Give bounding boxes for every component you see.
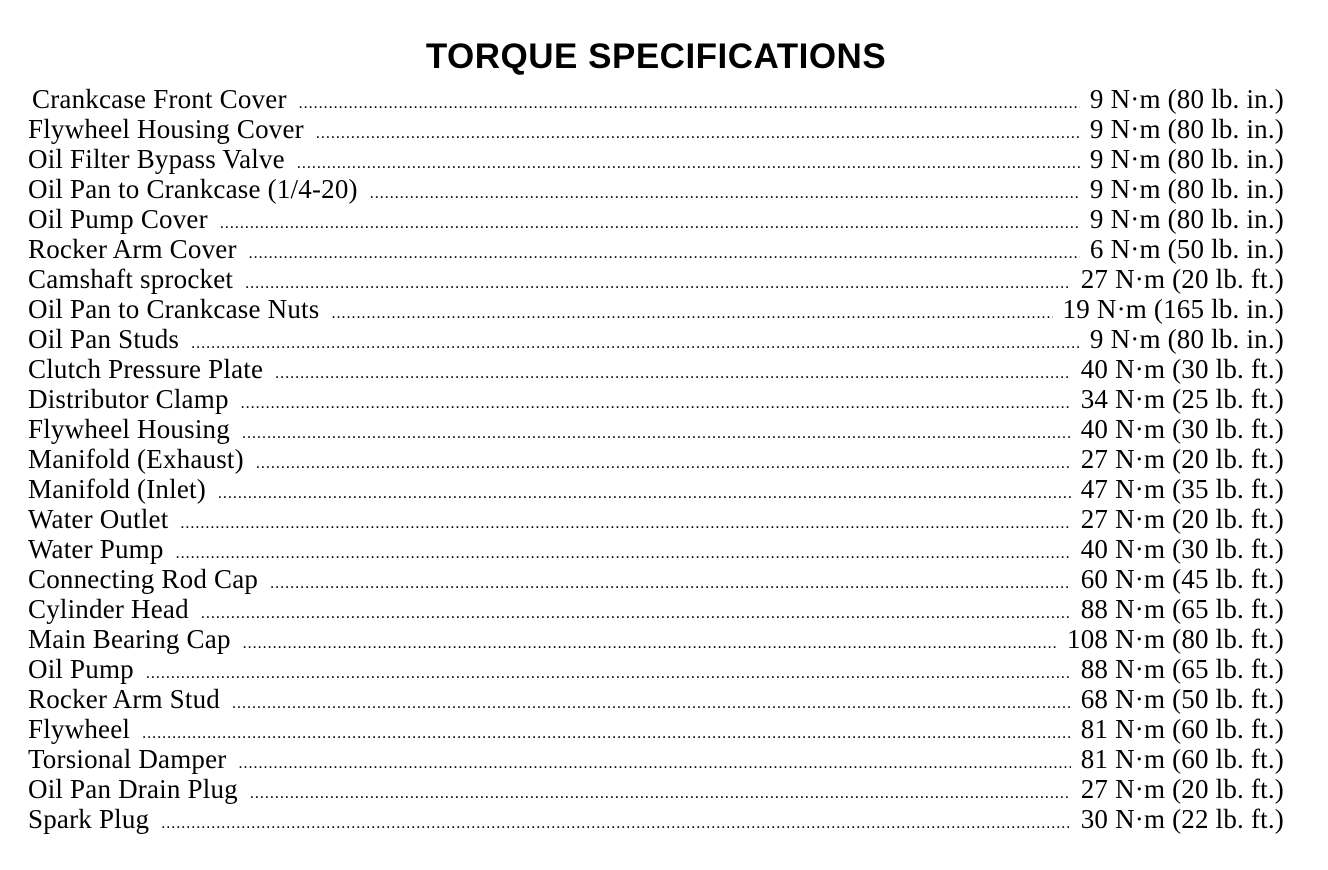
spec-value: 9 N·m (80 lb. in.) [1089,84,1284,114]
spec-value: 9 N·m (80 lb. in.) [1089,204,1284,234]
spec-row [28,144,1284,174]
spec-value: 68 N·m (50 lb. ft.) [1080,684,1284,714]
spec-name: Flywheel [28,714,131,744]
spec-value: 88 N·m (65 lb. ft.) [1080,594,1284,624]
dot-leader [370,179,1080,209]
spec-name: Oil Pump Cover [28,204,208,234]
spec-value: 30 N·m (22 lb. ft.) [1080,804,1284,834]
spec-row [28,714,1284,744]
spec-value: 40 N·m (30 lb. ft.) [1080,354,1284,384]
spec-value: 108 N·m (80 lb. ft.) [1067,624,1284,654]
spec-row [28,444,1284,474]
spec-name: Manifold (Inlet) [28,474,206,504]
spec-name: Distributor Clamp [28,384,229,414]
spec-value: 88 N·m (65 lb. ft.) [1080,654,1284,684]
spec-value: 40 N·m (30 lb. ft.) [1080,414,1284,444]
spec-name: Spark Plug [28,804,150,834]
spec-name: Oil Pan to Crankcase Nuts [28,294,320,324]
spec-row [28,474,1284,504]
spec-name: Cylinder Head [28,594,189,624]
spec-value: 9 N·m (80 lb. in.) [1089,174,1284,204]
spec-row [28,294,1284,324]
spec-value: 9 N·m (80 lb. in.) [1089,324,1284,354]
dot-leader [180,509,1070,539]
spec-value: 6 N·m (50 lb. in.) [1089,234,1284,264]
spec-value: 60 N·m (45 lb. ft.) [1080,564,1284,594]
spec-name: Crankcase Front Cover [32,84,287,114]
spec-row [28,264,1284,294]
spec-value: 47 N·m (35 lb. ft.) [1080,474,1284,504]
dot-leader [256,449,1071,479]
spec-name: Oil Filter Bypass Valve [28,144,285,174]
spec-value: 81 N·m (60 lb. ft.) [1080,714,1284,744]
dot-leader [299,89,1080,119]
spec-value: 27 N·m (20 lb. ft.) [1080,444,1284,474]
spec-name: Camshaft sprocket [28,264,234,294]
spec-row [28,204,1284,234]
dot-leader [250,779,1071,809]
spec-row [28,234,1284,264]
dot-leader [297,149,1080,179]
spec-value: 40 N·m (30 lb. ft.) [1080,534,1284,564]
spec-value: 81 N·m (60 lb. ft.) [1080,744,1284,774]
spec-name: Oil Pan Drain Plug [28,774,238,804]
dot-leader [331,299,1052,329]
dot-leader [245,269,1071,299]
spec-row [28,504,1284,534]
spec-name: Oil Pump [28,654,134,684]
spec-name: Water Pump [28,534,164,564]
dot-leader [142,719,1071,749]
dot-leader [176,539,1071,569]
spec-row [28,774,1284,804]
spec-row [28,534,1284,564]
spec-value: 19 N·m (165 lb. in.) [1062,294,1284,324]
spec-name: Torsional Damper [28,744,227,774]
dot-leader [275,359,1071,389]
dot-leader [243,629,1057,659]
dot-leader [218,479,1071,509]
spec-name: Water Outlet [28,504,169,534]
spec-row [28,744,1284,774]
spec-name: Manifold (Exhaust) [28,444,244,474]
spec-row [28,414,1284,444]
spec-row [28,84,1284,114]
dot-leader [201,599,1071,629]
dot-leader [242,419,1071,449]
dot-leader [316,119,1080,149]
spec-row [28,354,1284,384]
spec-row [28,804,1284,834]
spec-value: 27 N·m (20 lb. ft.) [1080,264,1284,294]
torque-spec-list [28,84,1284,834]
spec-row [28,114,1284,144]
spec-row [28,594,1284,624]
dot-leader [241,389,1071,419]
spec-row [28,624,1284,654]
spec-value: 27 N·m (20 lb. ft.) [1080,774,1284,804]
spec-row [28,684,1284,714]
dot-leader [161,809,1070,839]
spec-value: 9 N·m (80 lb. in.) [1089,114,1284,144]
page-title: TORQUE SPECIFICATIONS [425,37,887,77]
spec-row [28,324,1284,354]
spec-value: 9 N·m (80 lb. in.) [1089,144,1284,174]
spec-name: Flywheel Housing [28,414,230,444]
spec-name: Connecting Rod Cap [28,564,259,594]
dot-leader [249,239,1080,269]
spec-row [28,564,1284,594]
spec-name: Main Bearing Cap [28,624,231,654]
spec-name: Oil Pan Studs [28,324,180,354]
dot-leader [191,329,1080,359]
spec-row [28,654,1284,684]
spec-name: Clutch Pressure Plate [28,354,264,384]
spec-row [28,174,1284,204]
spec-name: Rocker Arm Cover [28,234,237,264]
dot-leader [270,569,1071,599]
dot-leader [239,749,1071,779]
spec-name: Flywheel Housing Cover [28,114,304,144]
dot-leader [220,209,1080,239]
dot-leader [232,689,1071,719]
spec-name: Rocker Arm Stud [28,684,220,714]
spec-row [28,384,1284,414]
dot-leader [146,659,1071,689]
spec-value: 27 N·m (20 lb. ft.) [1080,504,1284,534]
spec-value: 34 N·m (25 lb. ft.) [1080,384,1284,414]
spec-name: Oil Pan to Crankcase (1/4-20) [28,174,358,204]
